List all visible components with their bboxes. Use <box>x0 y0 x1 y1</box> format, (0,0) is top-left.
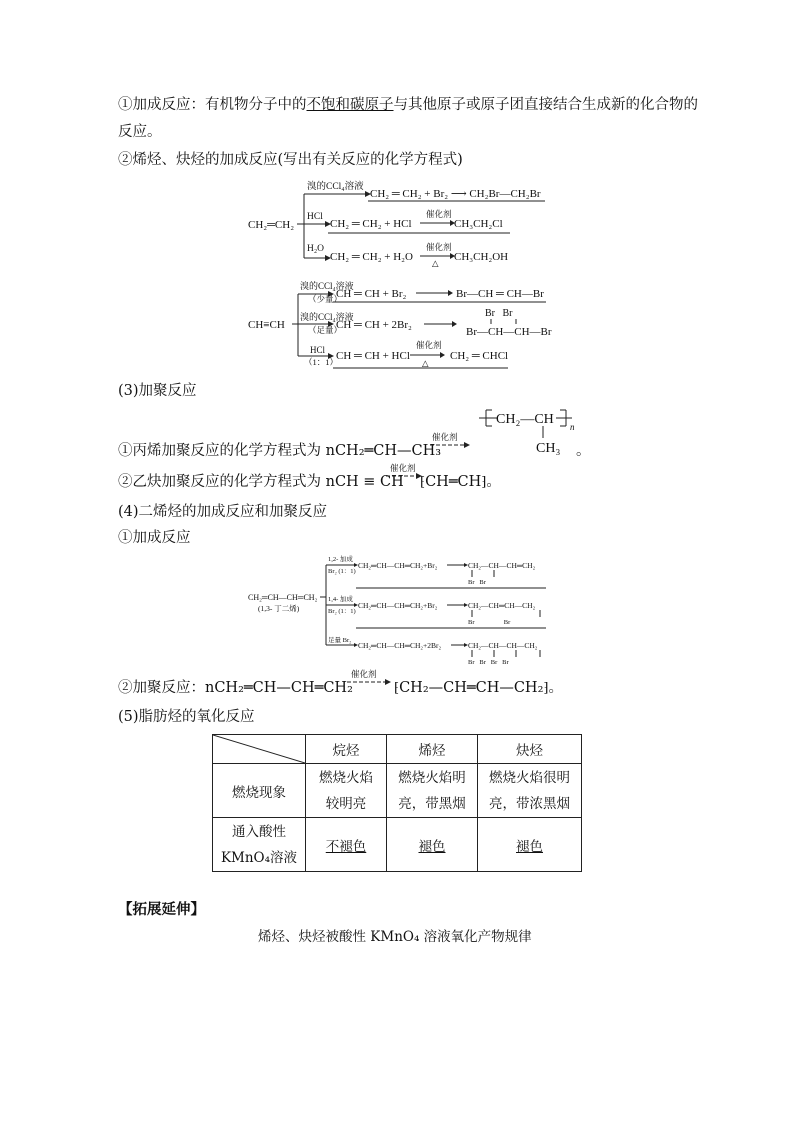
polypropylene-methyl: CH₃ <box>536 441 561 456</box>
diene-branch1-product: CH₂—CH—CH═CH₂ <box>468 561 536 570</box>
branch3-catalyst: 催化剂 <box>426 242 452 252</box>
col-header-alkyne: 炔烃 <box>478 735 582 764</box>
diene-branch3-subs: Br Br Br Br <box>468 659 509 666</box>
ethyne-branch3-product: CH₂ ═ CHCl <box>450 350 509 362</box>
branch1-equation: CH₂ ═ CH₂ + Br₂ ⟶ CH₂Br—CH₂Br <box>370 188 541 200</box>
ethyne-branch3-condition: △ <box>422 358 429 368</box>
ethyne-addition-scheme <box>240 278 560 374</box>
bracket-left: ⁅ <box>420 475 426 490</box>
diene-heading: (4)二烯烃的加成反应和加聚反应 <box>118 504 328 520</box>
extension-tag: 【拓展延伸】 <box>118 901 205 918</box>
text: ①丙烯加聚反应的化学方程式为 <box>118 443 326 459</box>
diene-branch3-reagent: 足量 Br₂ <box>328 637 352 644</box>
text: 。 <box>486 474 501 490</box>
text: ②乙炔加聚反应的化学方程式为 <box>118 474 326 490</box>
diene-addition-scheme <box>244 553 564 669</box>
text: CH═CH <box>425 474 482 490</box>
diene-branch3-product: CH₂—CH—CH—CH₂ <box>468 641 538 650</box>
col-header-alkene: 烯烃 <box>387 735 478 764</box>
cell-alkene-combustion <box>387 764 478 818</box>
branch3-equation: CH₂ ═ CH₂ + H₂O <box>330 251 413 263</box>
polymerization-heading: (3)加聚反应 <box>118 383 197 399</box>
text: 燃烧火焰很明 <box>489 769 570 786</box>
text: 。 <box>548 680 563 696</box>
text: KMnO₄溶液 <box>220 849 298 866</box>
branch3-condition: △ <box>432 258 439 268</box>
propene-polymerization-line <box>118 440 441 462</box>
ethyne-branch3-equation: CH ═ CH + HCl <box>336 350 410 362</box>
diene-catalyst-arrow <box>345 669 395 693</box>
ethyne-branch1-product: Br—CH ═ CH—Br <box>456 288 544 300</box>
alkene-alkyne-title: ②烯烃、炔烃的加成反应(写出有关反应的化学方程式) <box>118 152 463 168</box>
cell-alkyne-kmno4: 褪色 <box>478 818 582 872</box>
ethyne-reactant: CH≡CH <box>248 319 285 331</box>
propene-catalyst-arrow <box>428 432 472 456</box>
diene-reactant-name: (1,3- 丁二烯) <box>258 604 300 613</box>
diene-branch2-equation: CH₂═CH—CH═CH₂+Br₂ <box>358 601 438 610</box>
ethyne-branch2-equation: CH ═ CH + 2Br₂ <box>336 319 412 331</box>
text: 亮，带浓黑烟 <box>489 795 570 812</box>
table-row <box>213 818 582 872</box>
bracket-right: ⁆ <box>481 475 487 490</box>
addition-definition-line2: 反应。 <box>118 124 162 140</box>
propene-reactant: nCH₂═CH—CH₃ <box>325 443 442 459</box>
diene-branch1-reagent: 1,2- 加成 <box>328 556 353 563</box>
catalyst-label: 催化剂 <box>351 669 377 679</box>
diene-poly-product <box>394 677 563 700</box>
cell-alkene-kmno4: 褪色 <box>387 818 478 872</box>
catalyst-label: 催化剂 <box>432 432 458 442</box>
text: 燃烧火焰 <box>319 769 373 786</box>
diene-branch2-reagent: 1,4- 加成 <box>328 596 353 603</box>
text: 与其他原子或原子团直接结合生成新的化合物的 <box>393 97 698 113</box>
branch1-reagent: 溴的CCl₄溶液 <box>307 182 364 192</box>
branch3-product: CH₃CH₂OH <box>454 251 509 263</box>
diene-poly-reactant: nCH₂═CH—CH═CH₂ <box>205 680 353 696</box>
col-header-alkane: 烷烃 <box>306 735 387 764</box>
diene-branch1-equation: CH₂═CH—CH═CH₂+Br₂ <box>358 561 438 570</box>
polypropylene-main-chain: CH₂—CH <box>496 412 554 427</box>
row-label-combustion: 燃烧现象 <box>213 764 306 818</box>
diene-branch2-product: CH₂—CH═CH—CH₂ <box>468 601 536 610</box>
ethyne-branch3-amount: （1：1） <box>304 357 339 367</box>
addition-definition-line1 <box>118 94 698 116</box>
ethyne-branch2-reagent: 溴的CCl₄溶液 <box>300 312 354 322</box>
branch2-equation: CH₂ ═ CH₂ + HCl <box>330 218 412 230</box>
propene-period: 。 <box>576 443 591 459</box>
polyacetylene-product <box>420 471 501 494</box>
row-label-kmno4 <box>213 818 306 872</box>
ethene-reactant: CH₂═CH₂ <box>248 219 295 231</box>
underlined-term: 不饱和碳原子 <box>306 97 394 113</box>
ethyne-branch1-amount: （少量） <box>308 294 343 304</box>
table-row <box>213 764 582 818</box>
ethyne-branch3-catalyst: 催化剂 <box>416 340 442 350</box>
polymer-n: n <box>570 422 575 432</box>
ethyne-branch2-product: Br—CH—CH—Br <box>466 326 552 338</box>
ethyne-branch2-br-subs: Br Br <box>485 308 513 319</box>
text: ①加成反应：有机物分子中的 <box>118 97 307 113</box>
diene-branch1-reagent2: Br₂ (1：1) <box>328 568 356 575</box>
branch3-reagent: H₂O <box>307 244 325 254</box>
diene-branch2-subs: Br Br <box>468 619 511 626</box>
diene-reactant: CH₂═CH—CH═CH₂ <box>248 593 318 602</box>
branch2-reagent: HCl <box>307 212 323 222</box>
ethyne-reactant: nCH ≡ CH <box>325 474 404 490</box>
cell-alkane-kmno4: 不褪色 <box>306 818 387 872</box>
diene-addition-heading: ①加成反应 <box>118 530 191 546</box>
text: 燃烧火焰明 <box>398 769 466 786</box>
bracket-left: ⁅ <box>394 681 400 696</box>
oxidation-heading: (5)脂肪烃的氧化反应 <box>118 709 255 725</box>
text: CH₂—CH═CH—CH₂ <box>399 680 544 696</box>
ethyne-branch1-equation: CH ═ CH + Br₂ <box>336 288 407 300</box>
branch2-catalyst: 催化剂 <box>426 209 452 219</box>
ethyne-branch3-reagent: HCl <box>310 345 326 355</box>
cell-alkane-combustion <box>306 764 387 818</box>
cell-alkyne-combustion <box>478 764 582 818</box>
ethyne-branch2-amount: （足量） <box>308 325 343 335</box>
text: 通入酸性 <box>232 823 286 840</box>
catalyst-label: 催化剂 <box>390 463 416 473</box>
oxidation-table <box>212 734 582 872</box>
diene-polymerization-line <box>118 677 353 699</box>
bracket-right: ⁆ <box>543 681 549 696</box>
branch2-product: CH₃CH₂Cl <box>454 218 503 230</box>
ethene-addition-scheme <box>240 172 560 268</box>
diagonal-header-cell <box>213 735 306 764</box>
diene-branch1-subs: Br Br <box>468 579 486 586</box>
diene-branch2-reagent2: Br₂ (1：1) <box>328 608 356 615</box>
ethyne-branch1-reagent: 溴的CCl₄溶液 <box>300 281 354 291</box>
diene-branch3-equation: CH₂═CH—CH═CH₂+2Br₂ <box>358 641 442 650</box>
text: 较明亮 <box>325 795 367 812</box>
diagonal-line <box>213 735 305 763</box>
ethyne-polymerization-line <box>118 471 404 493</box>
text: ②加聚反应： <box>118 680 205 696</box>
table-header-row <box>213 735 582 764</box>
text: 亮，带黑烟 <box>398 795 466 812</box>
extension-title: 烯烃、炔烃被酸性 KMnO₄ 溶液氧化产物规律 <box>258 929 532 945</box>
